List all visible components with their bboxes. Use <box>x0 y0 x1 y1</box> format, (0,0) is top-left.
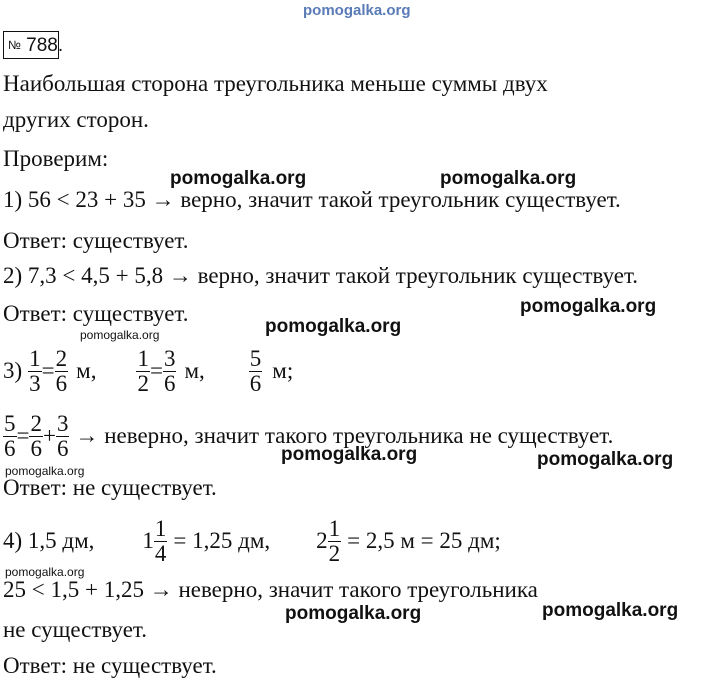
fraction: $\frac{1}{2}$ <box>137 345 149 396</box>
case-4 <box>3 515 501 567</box>
case-4b-line-2: не существует. <box>3 617 147 642</box>
case-3-label: 3) <box>3 358 23 383</box>
fraction: $\frac{1}{3}$ <box>29 345 41 396</box>
watermark: pomogalka.org <box>537 449 674 470</box>
fraction: $\frac{2}{6}$ <box>30 410 42 461</box>
rule-line-2: других сторон. <box>3 107 149 132</box>
watermark: pomogalka.org <box>542 600 679 621</box>
fraction: $\frac{1}{4}$ <box>154 515 167 566</box>
problem-number-box <box>3 31 64 59</box>
watermark: pomogalka.org <box>265 316 402 337</box>
watermark: pomogalka.org <box>170 168 307 189</box>
answer-4: Ответ: не существует. <box>3 653 217 678</box>
watermark: pomogalka.org <box>281 444 418 465</box>
watermark-small: pomogalka.org <box>80 328 160 342</box>
conversion: = 1,25 дм, <box>173 528 271 553</box>
equals-sign: = <box>16 423 30 448</box>
fraction: $\frac{3}{6}$ <box>56 410 69 461</box>
rule-line-1: Наибольшая сторона треугольника меньше суммы двух <box>3 71 548 96</box>
watermark: pomogalka.org <box>520 296 657 317</box>
problem-number: 788. <box>26 35 64 56</box>
fraction: $\frac{5}{6}$ <box>4 410 16 461</box>
watermark-small: pomogalka.org <box>5 464 85 478</box>
equals-sign: = <box>41 358 55 383</box>
plus-sign: + <box>42 423 56 448</box>
number-sign: № <box>8 38 21 52</box>
answer-1: Ответ: существует. <box>3 228 189 253</box>
case-1: 1) 56 < 23 + 35 → верно, значит такой треугольник существует. <box>3 187 621 212</box>
conversion: = 2,5 м = 25 дм; <box>347 528 501 553</box>
watermark: pomogalka.org <box>440 168 577 189</box>
fraction: $\frac{3}{6}$ <box>163 345 176 396</box>
watermark-top: pomogalka.org <box>303 2 411 19</box>
mixed-whole: 2 <box>316 528 328 553</box>
mixed-whole: 1 <box>142 528 154 553</box>
fraction: $\frac{2}{6}$ <box>55 345 68 396</box>
equals-sign: = <box>149 358 163 383</box>
watermark: pomogalka.org <box>285 603 422 624</box>
answer-3: Ответ: не существует. <box>3 475 217 500</box>
unit: м, <box>76 358 97 383</box>
case-4b-line-1: 25 < 1,5 + 1,25 → неверно, значит такого треугольника <box>3 577 538 602</box>
watermark-small: pomogalka.org <box>5 565 85 579</box>
fraction: $\frac{1}{2}$ <box>328 515 341 566</box>
unit: м; <box>272 358 294 383</box>
unit: м, <box>184 358 205 383</box>
case-3 <box>3 345 293 397</box>
case-2: 2) 7,3 < 4,5 + 5,8 → верно, значит такой треугольник существует. <box>3 263 639 288</box>
fraction: $\frac{5}{6}$ <box>249 345 262 396</box>
check-label: Проверим: <box>3 146 109 171</box>
answer-2: Ответ: существует. <box>3 301 189 326</box>
case-3b-conclusion: → неверно, значит такого треугольника не существует. <box>75 423 614 448</box>
case-4-label: 4) 1,5 дм, <box>3 528 95 553</box>
